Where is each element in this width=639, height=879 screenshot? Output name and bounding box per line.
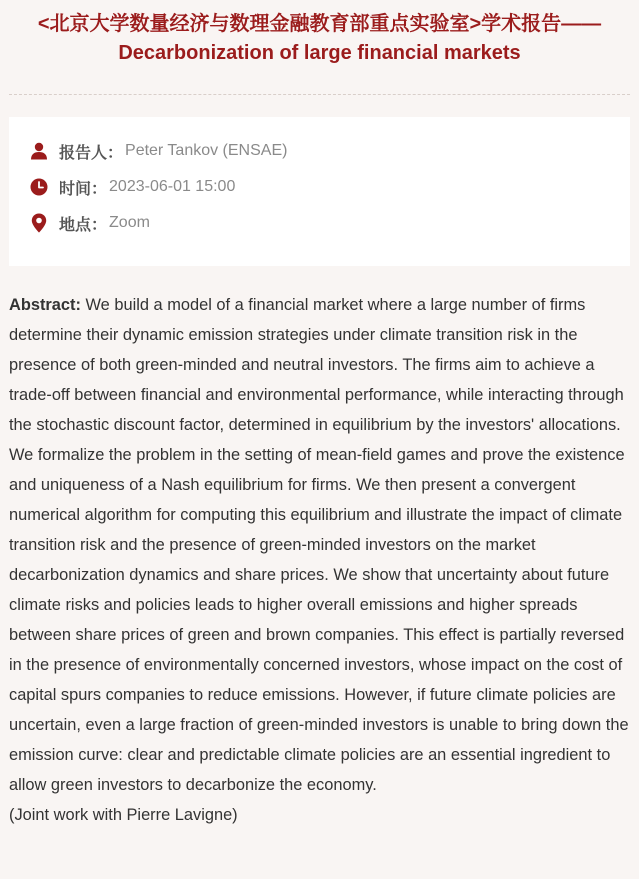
- abstract-section: [9, 290, 630, 830]
- time-row: [9, 169, 630, 205]
- page-title: <北京大学数量经济与数理金融教育部重点实验室>学术报告——Decarbonization of large financial markets: [37, 13, 602, 64]
- abstract-text: We build a model of a financial market where a large number of firms determine their dynamic emission strategies under climate transition risk in the presence of both green-minded and neutral investors. The firms aim to achieve a trade-off between financial and environmental performance, while interacting through the stochastic discount factor, determined in equilibrium by the investors' allocations. We formalize the problem in the setting of mean-field games and prove the existence and uniqueness of a Nash equilibrium for firms. We then present a convergent numerical algorithm for computing this equilibrium and illustrate the impact of climate transition risk and the presence of green-minded investors on the market decarbonization dynamics and share prices. We show that uncertainty about future climate risks and policies leads to higher overall emissions and higher spreads between share prices of green and brown companies. This effect is partially reversed in the presence of environmentally concerned investors, whose impact on the cost of capital spurs companies to reduce emissions. However, if future climate policies are uncertain, even a large fraction of green-minded investors is unable to bring down the emission curve: clear and predictable climate policies are an essential ingredient to allow green investors to decarbonize the economy.: [9, 296, 629, 794]
- title-divider: [9, 94, 630, 95]
- event-info-box: [9, 117, 630, 266]
- person-icon: [29, 141, 49, 161]
- place-value: Zoom: [109, 214, 150, 231]
- speaker-row: [9, 133, 630, 169]
- speaker-label: 报告人：: [59, 144, 124, 162]
- time-value: 2023-06-01 15:00: [109, 178, 236, 195]
- clock-icon: [29, 177, 49, 197]
- joint-work-note: (Joint work with Pierre Lavigne): [9, 806, 238, 824]
- location-pin-icon: [29, 213, 49, 233]
- place-row: [9, 205, 630, 241]
- time-label: 时间：: [59, 180, 108, 198]
- speaker-value: Peter Tankov (ENSAE): [125, 142, 288, 159]
- abstract-label: Abstract:: [9, 296, 81, 314]
- place-label: 地点：: [59, 216, 108, 234]
